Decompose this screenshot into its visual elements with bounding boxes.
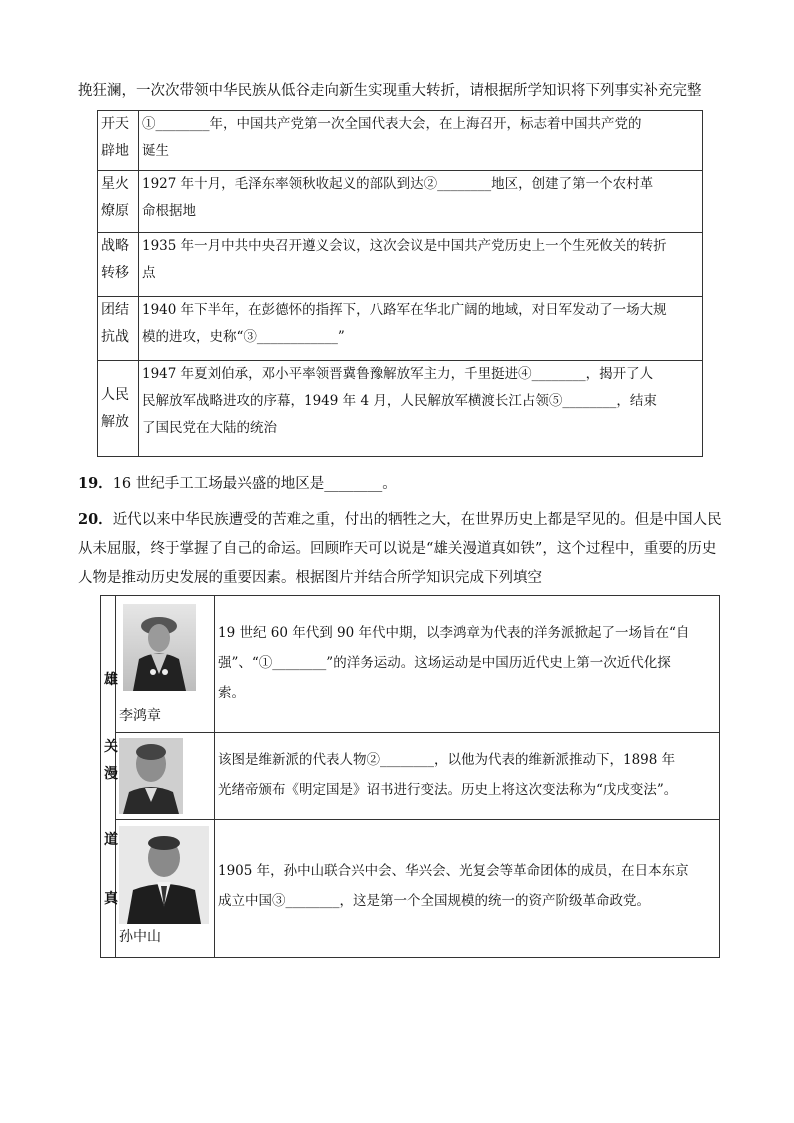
category-cell: 人民 解放 — [98, 361, 139, 457]
table-row — [101, 820, 720, 958]
question-19 — [78, 473, 397, 495]
historical-figures-table — [100, 595, 720, 958]
event-cell: 1947 年夏刘伯承，邓小平率领晋冀鲁豫解放军主力，千里挺进④________，揭开了人 民解放军战略进攻的序幕，1949 年 4 月，人民解放军横渡长江占领⑤________，结束 了国民党在大陆的统治 — [139, 361, 703, 457]
event-cell: ①________年，中国共产党第一次全国代表大会，在上海召开，标志着中国共产党的 诞生 — [139, 111, 703, 171]
figure-description-cell: 该图是维新派的代表人物②________，以他为代表的维新派推动下，1898 年 光绪帝颁布《明定国是》诏书进行变法。历史上将这次变法称为“戊戌变法”。 — [215, 733, 720, 820]
table-row — [98, 361, 703, 457]
portrait-cell — [116, 596, 215, 733]
question-text-line: 人物是推动历史发展的重要因素。根据图片并结合所学知识完成下列填空 — [78, 570, 542, 586]
question-number: 20． — [78, 511, 113, 528]
table-row — [101, 733, 720, 820]
side-label-char: 漫 — [104, 766, 118, 782]
question-text-line: 从未屈服，终于掌握了自己的命运。回顾昨天可以说是“雄关漫道真如铁”，这个过程中，重要的历史 — [78, 541, 717, 557]
intro-line: 挽狂澜，一次次带领中华民族从低谷走向新生实现重大转折，请根据所学知识将下列事实补充完整 — [78, 83, 702, 99]
history-events-table — [97, 110, 703, 457]
portrait-kang-youwei — [119, 738, 183, 814]
table-row — [98, 111, 703, 171]
side-label-char: 真 — [104, 891, 118, 907]
table-row — [98, 171, 703, 233]
event-cell: 1935 年一月中共中央召开遵义会议，这次会议是中国共产党历史上一个生死攸关的转折 点 — [139, 233, 703, 297]
portrait-cell — [116, 820, 215, 958]
portrait-caption: 李鸿章 — [119, 708, 161, 724]
side-label-char: 关 — [104, 739, 118, 755]
category-cell: 战略 转移 — [98, 233, 139, 297]
portrait-cell — [116, 733, 215, 820]
event-cell: 1940 年下半年，在彭德怀的指挥下，八路军在华北广阔的地域，对日军发动了一场大规 模的进攻，史称“③____________” — [139, 297, 703, 361]
category-cell: 团结 抗战 — [98, 297, 139, 361]
table-row — [98, 297, 703, 361]
portrait-li-hongzhang — [123, 604, 196, 691]
portrait-sun-yatsen — [119, 826, 209, 924]
figure-description-cell: 19 世纪 60 年代到 90 年代中期，以李鸿章为代表的洋务派掀起了一场旨在“自 强”、“①________”的洋务运动。这场运动是中国历近代史上第一次近代化探 索。 — [215, 596, 720, 733]
side-label-char: 道 — [104, 832, 118, 848]
category-cell: 开天 辟地 — [98, 111, 139, 171]
question-text: 16 世纪手工工场最兴盛的地区是________。 — [112, 476, 397, 492]
question-20 — [78, 505, 722, 593]
portrait-caption: 孙中山 — [119, 929, 161, 945]
side-label-char: 雄 — [104, 672, 118, 688]
question-number: 19． — [78, 475, 113, 492]
table-row — [98, 233, 703, 297]
category-cell: 星火 燎原 — [98, 171, 139, 233]
table-row — [101, 596, 720, 733]
event-cell: 1927 年十月，毛泽东率领秋收起义的部队到达②________地区，创建了第一个农村革 命根据地 — [139, 171, 703, 233]
question-text-line: 近代以来中华民族遭受的苦难之重，付出的牺牲之大，在世界历史上都是罕见的。但是中国人民 — [112, 512, 722, 528]
figure-description-cell: 1905 年，孙中山联合兴中会、华兴会、光复会等革命团体的成员，在日本东京 成立中国③________，这是第一个全国规模的统一的资产阶级革命政党。 — [215, 820, 720, 958]
